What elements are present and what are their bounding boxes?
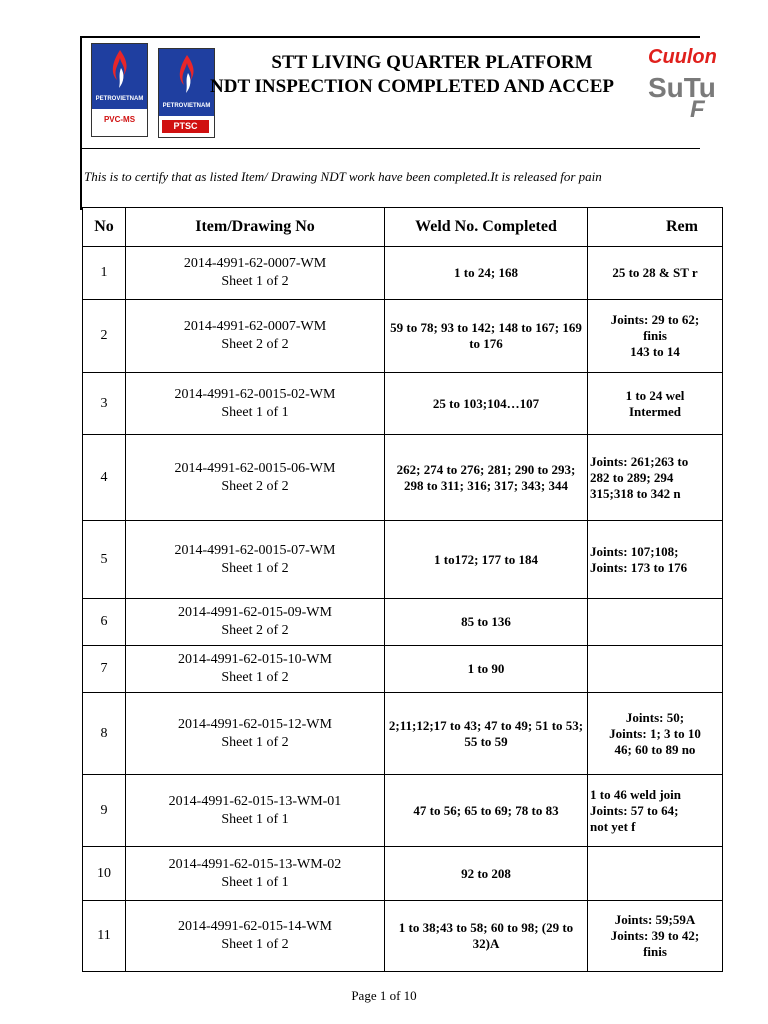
remark-line: 143 to 14 <box>630 344 680 359</box>
remarks-cell <box>588 693 723 775</box>
cuulong-logo-text: Cuulon <box>648 46 717 68</box>
sheet-number: Sheet 1 of 1 <box>221 874 289 890</box>
remark-line: 282 to 289; 294 <box>590 469 674 485</box>
drawing-cell <box>126 373 385 435</box>
drawing-cell <box>126 646 385 693</box>
drawing-cell <box>126 847 385 901</box>
row-number: 10 <box>83 847 126 901</box>
drawing-number: 2014-4991-62-015-09-WM <box>178 605 332 620</box>
remark-line: Intermed <box>629 403 681 419</box>
remark-line: finis <box>643 328 667 343</box>
table-row <box>83 435 723 521</box>
remark-line: finis <box>643 944 667 959</box>
remark-line: 1 to 46 weld join <box>590 786 681 802</box>
sheet-number: Sheet 1 of 1 <box>221 404 289 420</box>
document-title: STT LIVING QUARTER PLATFORM <box>271 52 593 73</box>
weld-completed: 1 to 90 <box>385 646 588 693</box>
remark-line: Joints: 261;263 to <box>590 453 689 469</box>
header-remarks: Rem <box>588 208 723 247</box>
drawing-cell <box>126 435 385 521</box>
table-row <box>83 599 723 646</box>
remark-line: Joints: 57 to 64; <box>590 802 679 818</box>
weld-completed: 1 to 38;43 to 58; 60 to 98; (29 to 32)A <box>385 901 588 972</box>
remarks-cell <box>588 775 723 847</box>
row-number: 9 <box>83 775 126 847</box>
table-row <box>83 247 723 300</box>
drawing-cell <box>126 775 385 847</box>
drawing-number: 2014-4991-62-015-13-WM-01 <box>168 793 342 809</box>
remark-line: Joints: 59;59A <box>614 912 696 927</box>
remarks-cell <box>588 901 723 972</box>
row-number: 2 <box>83 300 126 373</box>
remark-line: 46; 60 to 89 no <box>614 741 696 757</box>
certification-text: This is to certify that as listed Item/ Drawing NDT work have been completed.It is released for pain <box>84 169 602 184</box>
remark-line: Joints: 1; 3 to 10 <box>609 725 701 741</box>
ndt-inspection-table <box>82 207 723 972</box>
remark-line: Joints: 50; <box>625 709 685 725</box>
row-number: 4 <box>83 435 126 521</box>
remark-line: Joints: 39 to 42; <box>610 928 700 943</box>
row-number: 3 <box>83 373 126 435</box>
row-number: 1 <box>83 247 126 300</box>
drawing-cell <box>126 300 385 373</box>
drawing-number: 2014-4991-62-015-13-WM-02 <box>168 856 342 872</box>
header-no: No <box>83 208 126 247</box>
sheet-number: Sheet 2 of 2 <box>221 337 289 352</box>
remarks-cell <box>588 599 723 646</box>
table-row <box>83 300 723 373</box>
remarks-cell <box>588 646 723 693</box>
drawing-number: 2014-4991-62-0007-WM <box>183 319 327 334</box>
table-row <box>83 775 723 847</box>
drawing-cell <box>126 247 385 300</box>
remark-line: not yet f <box>590 818 636 834</box>
sheet-number: Sheet 1 of 2 <box>221 274 289 289</box>
logo-brand-text: PETROVIETNAM <box>95 96 144 102</box>
weld-completed: 85 to 136 <box>385 599 588 646</box>
weld-completed: 25 to 103;104…107 <box>385 373 588 435</box>
row-number: 5 <box>83 521 126 599</box>
remark-line: 25 to 28 & ST r <box>612 265 698 280</box>
weld-completed: 59 to 78; 93 to 142; 148 to 167; 169 to 176 <box>385 300 588 373</box>
sheet-number: Sheet 2 of 2 <box>221 478 289 494</box>
drawing-number: 2014-4991-62-015-12-WM <box>178 716 332 732</box>
remarks-cell <box>588 300 723 373</box>
remarks-cell <box>588 373 723 435</box>
row-number: 7 <box>83 646 126 693</box>
drawing-number: 2014-4991-62-0015-02-WM <box>174 386 336 402</box>
sheet-number: Sheet 2 of 2 <box>221 623 289 638</box>
weld-completed: 2;11;12;17 to 43; 47 to 49; 51 to 53; 55 to 59 <box>385 693 588 775</box>
table-row <box>83 646 723 693</box>
sheet-number: Sheet 1 of 2 <box>221 670 289 685</box>
remark-line: Joints: 29 to 62; <box>610 312 700 327</box>
drawing-cell <box>126 901 385 972</box>
remarks-cell <box>588 435 723 521</box>
row-number: 6 <box>83 599 126 646</box>
header-weld-completed: Weld No. Completed <box>385 208 588 247</box>
remark-line: 315;318 to 342 n <box>590 485 681 501</box>
remarks-cell <box>588 247 723 300</box>
drawing-cell <box>126 599 385 646</box>
drawing-number: 2014-4991-62-015-10-WM <box>178 652 332 667</box>
weld-completed: 262; 274 to 276; 281; 290 to 293; 298 to 311; 316; 317; 343; 344 <box>385 435 588 521</box>
remark-line: 1 to 24 wel <box>625 387 685 403</box>
logo-sub-text: PTSC <box>162 120 209 133</box>
logo-sub-text: PVC-MS <box>103 115 136 124</box>
logo-letter-text: F <box>690 96 705 123</box>
weld-completed: 92 to 208 <box>385 847 588 901</box>
sheet-number: Sheet 1 of 2 <box>221 937 289 952</box>
page-number: Page 1 of 10 <box>351 988 417 1003</box>
table-row <box>83 521 723 599</box>
row-number: 11 <box>83 901 126 972</box>
remarks-cell <box>588 847 723 901</box>
table-row <box>83 847 723 901</box>
drawing-cell <box>126 693 385 775</box>
drawing-number: 2014-4991-62-015-14-WM <box>178 919 332 934</box>
table-row <box>83 901 723 972</box>
sutu-logo-text: SuTu <box>648 72 716 103</box>
logo-brand-text: PETROVIETNAM <box>162 103 211 109</box>
sheet-number: Sheet 1 of 2 <box>221 560 289 576</box>
drawing-cell <box>126 521 385 599</box>
header-item-drawing: Item/Drawing No <box>126 208 385 247</box>
weld-completed: 47 to 56; 65 to 69; 78 to 83 <box>385 775 588 847</box>
sheet-number: Sheet 1 of 1 <box>221 811 289 827</box>
drawing-number: 2014-4991-62-0015-06-WM <box>174 460 336 476</box>
remark-line: Joints: 173 to 176 <box>590 559 688 575</box>
document-subtitle: NDT INSPECTION COMPLETED AND ACCEP <box>210 76 614 97</box>
sheet-number: Sheet 1 of 2 <box>221 734 289 750</box>
remarks-cell <box>588 521 723 599</box>
drawing-number: 2014-4991-62-0015-07-WM <box>174 542 336 558</box>
table-header-row <box>83 208 723 247</box>
weld-completed: 1 to172; 177 to 184 <box>385 521 588 599</box>
weld-completed: 1 to 24; 168 <box>385 247 588 300</box>
table-row <box>83 373 723 435</box>
table-row <box>83 693 723 775</box>
drawing-number: 2014-4991-62-0007-WM <box>183 256 327 271</box>
row-number: 8 <box>83 693 126 775</box>
remark-line: Joints: 107;108; <box>590 543 679 559</box>
